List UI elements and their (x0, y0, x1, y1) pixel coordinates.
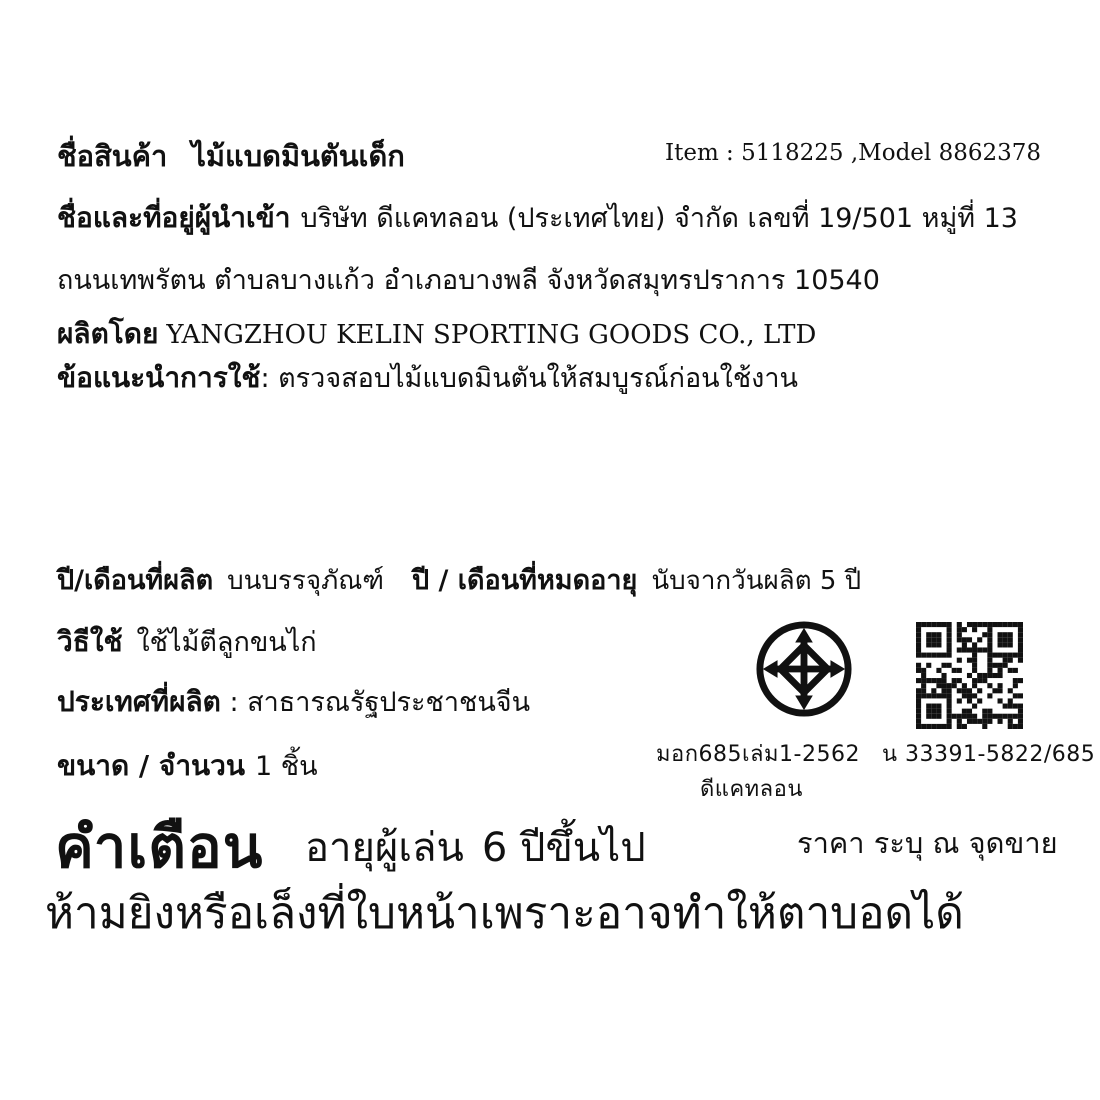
qr-code-icon (916, 622, 1023, 729)
importer-line (57, 196, 1018, 240)
importer-value: บริษัท ดีแคทลอน (ประเทศไทย) จำกัด เลขที่ 19/501 หมู่ที่ 13 (300, 203, 1018, 234)
country-label: ประเทศที่ผลิต (57, 685, 221, 718)
item-model-number: Item : 5118225 ,Model 8862378 (665, 140, 1042, 166)
importer-address-line: ถนนเทพรัตน ตำบลบางแก้ว อำเภอบางพลี จังหวัดสมุทรปราการ 10540 (57, 265, 880, 296)
usage-advice-label: ข้อแนะนำการใช้ (57, 361, 261, 394)
player-age-line (305, 815, 646, 879)
manufacturer-line (57, 312, 816, 356)
mfg-date-label: ปี/เดือนที่ผลิต (57, 565, 214, 596)
exp-date-text: นับจากวันผลิต 5 ปี (651, 566, 862, 596)
size-quantity-line (57, 744, 318, 788)
license-number: น 33391-5822/685 (881, 742, 1096, 767)
tis-number: มอก685เล่ม1-2562 (656, 742, 860, 767)
size-quantity-value: 1 ชิ้น (255, 751, 318, 782)
price-note: ราคา ระบุ ณ จุดขาย (797, 826, 1058, 860)
size-quantity-label: ขนาด / จำนวน (57, 749, 246, 782)
warning-text: ห้ามยิงหรือเล็งที่ใบหน้าเพราะอาจทำให้ตาบอดได้ (45, 888, 964, 939)
usage-advice-text: : ตรวจสอบไม้แบดมินตันให้สมบูรณ์ก่อนใช้งาน (260, 363, 798, 394)
mfg-date-text: บนบรรจุภัณฑ์ (227, 566, 384, 596)
manufacturer-name: YANGZHOU KELIN SPORTING GOODS CO., LTD (166, 320, 817, 350)
warning-label: คำเตือน (55, 813, 264, 881)
player-age-label: อายุผู้เล่น (305, 825, 464, 871)
how-to-use-label: วิธีใช้ (57, 625, 123, 658)
certification-line (656, 736, 1095, 771)
country-of-origin-line (57, 680, 530, 724)
tis-standard-mark-icon (755, 620, 853, 718)
exp-date-label: ปี / เดือนที่หมดอายุ (411, 565, 638, 596)
product-name-value: ไม้แบดมินตันเด็ก (191, 139, 405, 173)
how-to-use-line (57, 620, 317, 664)
player-age-value: 6 ปีขึ้นไป (481, 825, 646, 871)
product-name-line (57, 133, 405, 179)
how-to-use-text: ใช้ไม้ตีลูกขนไก่ (136, 627, 317, 658)
production-date-line (57, 558, 861, 601)
importer-label: ชื่อและที่อยู่ผู้นำเข้า (57, 201, 291, 234)
product-name-label: ชื่อสินค้า (57, 139, 168, 173)
brand-name: ดีแคทลอน (700, 777, 803, 802)
manufacturer-label: ผลิตโดย (57, 317, 159, 350)
country-text: : สาธารณรัฐประชาชนจีน (229, 687, 531, 718)
usage-advice-line (57, 356, 798, 400)
